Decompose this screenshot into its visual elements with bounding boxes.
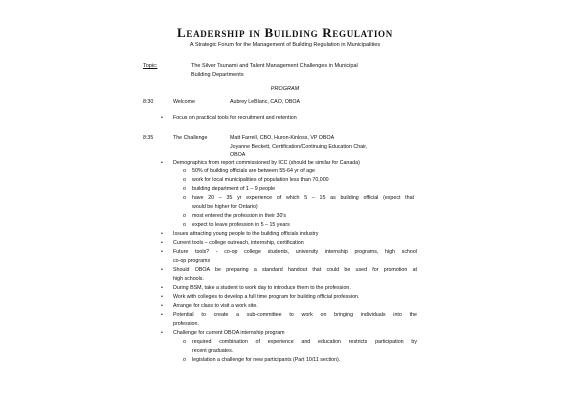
topic-text-line-1: The Silver Tsunami and Talent Management Challenges in Municipal xyxy=(191,63,358,69)
sub-bullet-marker: o xyxy=(183,339,186,345)
challenge-speaker-2: Joyanne Beckett, Certification/Continuing Education Chair, xyxy=(230,144,368,150)
demographic-item: building department of 1 – 9 people xyxy=(192,186,276,192)
bullet-marker: • xyxy=(161,249,163,255)
demographic-item: have 20 – 35 yr experience of which 5 – 15 as building official (expect that xyxy=(192,195,414,201)
sub-bullet-marker: o xyxy=(183,195,186,201)
challenge-title: The Challenge xyxy=(173,135,208,141)
challenge-bullet: Potential to create a sub-committee to work on bringing individuals into the xyxy=(173,312,417,318)
demographic-item-cont: would be higher for Ontario) xyxy=(192,204,258,210)
welcome-title: Welcome xyxy=(173,99,195,105)
challenge-bullet: Work with colleges to develop a full time program for building official profession. xyxy=(173,294,360,300)
internship-item: legislation a challenge for new participants (Part 10/11 section). xyxy=(192,357,341,363)
welcome-speaker: Aubrey LeBlanc, CAO, OBOA xyxy=(230,99,301,105)
demographic-item: work for local municipalities of population less than 70,000 xyxy=(192,177,329,183)
challenge-bullet-cont: profession. xyxy=(173,321,199,327)
demographic-item: most entered the profession in their 30's xyxy=(192,213,287,219)
challenge-bullet: Demographics from report commissioned by ICC (should be similar for Canada) xyxy=(173,160,360,166)
challenge-bullet-cont: high schools. xyxy=(173,276,204,282)
welcome-time: 8:30 xyxy=(143,99,154,105)
topic-label: Topic: xyxy=(143,63,158,69)
challenge-bullet: Issues attracting young people to the building officials industry xyxy=(173,231,319,237)
bullet-marker: • xyxy=(161,303,163,309)
bullet-marker: • xyxy=(161,267,163,273)
sub-bullet-marker: o xyxy=(183,357,186,363)
sub-bullet-marker: o xyxy=(183,186,186,192)
challenge-bullet: Should OBOA be preparing a standard handout that could be used for promotion at xyxy=(173,267,417,273)
challenge-bullet: Challenge for current OBOA internship program xyxy=(173,330,285,336)
challenge-time: 8:35 xyxy=(143,135,154,141)
sub-bullet-marker: o xyxy=(183,213,186,219)
challenge-speaker-2-cont: OBOA xyxy=(230,152,246,158)
internship-item: required combination of experience and education restricts participation by xyxy=(192,339,417,345)
bullet-marker: • xyxy=(161,285,163,291)
bullet-marker: • xyxy=(161,231,163,237)
bullet-marker: • xyxy=(161,160,163,166)
sub-bullet-marker: o xyxy=(183,177,186,183)
challenge-bullet: Current tools – college outreach, internship, certification xyxy=(173,240,304,246)
challenge-speaker-1: Matt Farrell, CBO, Huron-Kinloss, VP OBOA xyxy=(230,135,335,141)
sub-bullet-marker: o xyxy=(183,222,186,228)
internship-item-cont: recent graduates. xyxy=(192,348,234,354)
demographic-item: 50% of building officials are between 55-64 yr of age xyxy=(192,168,315,174)
welcome-bullet: Focus on practical tools for recruitment and retention xyxy=(173,115,297,121)
program-heading: PROGRAM xyxy=(270,86,300,92)
topic-text-line-2: Building Departments xyxy=(191,72,244,78)
bullet-marker: • xyxy=(161,240,163,246)
challenge-bullet-cont: co-op programs xyxy=(173,258,211,264)
challenge-bullet: Future tools? - co-op college students, university internship programs, high school xyxy=(173,249,417,255)
document-subtitle: A Strategic Forum for the Management of Building Regulation in Municipalities xyxy=(189,42,381,48)
bullet-marker: • xyxy=(161,330,163,336)
challenge-bullet: Arrange for class to visit a work site. xyxy=(173,303,258,309)
bullet-marker: • xyxy=(161,312,163,318)
bullet-marker: • xyxy=(161,294,163,300)
bullet-marker: • xyxy=(161,115,163,121)
document-title: Leadership in Building Regulation xyxy=(177,25,393,40)
challenge-bullet: During BSM, take a student to work day to introduce them to the profession. xyxy=(173,285,351,291)
sub-bullet-marker: o xyxy=(183,168,186,174)
demographic-item: expect to leave profession in 5 – 15 years xyxy=(192,222,290,228)
